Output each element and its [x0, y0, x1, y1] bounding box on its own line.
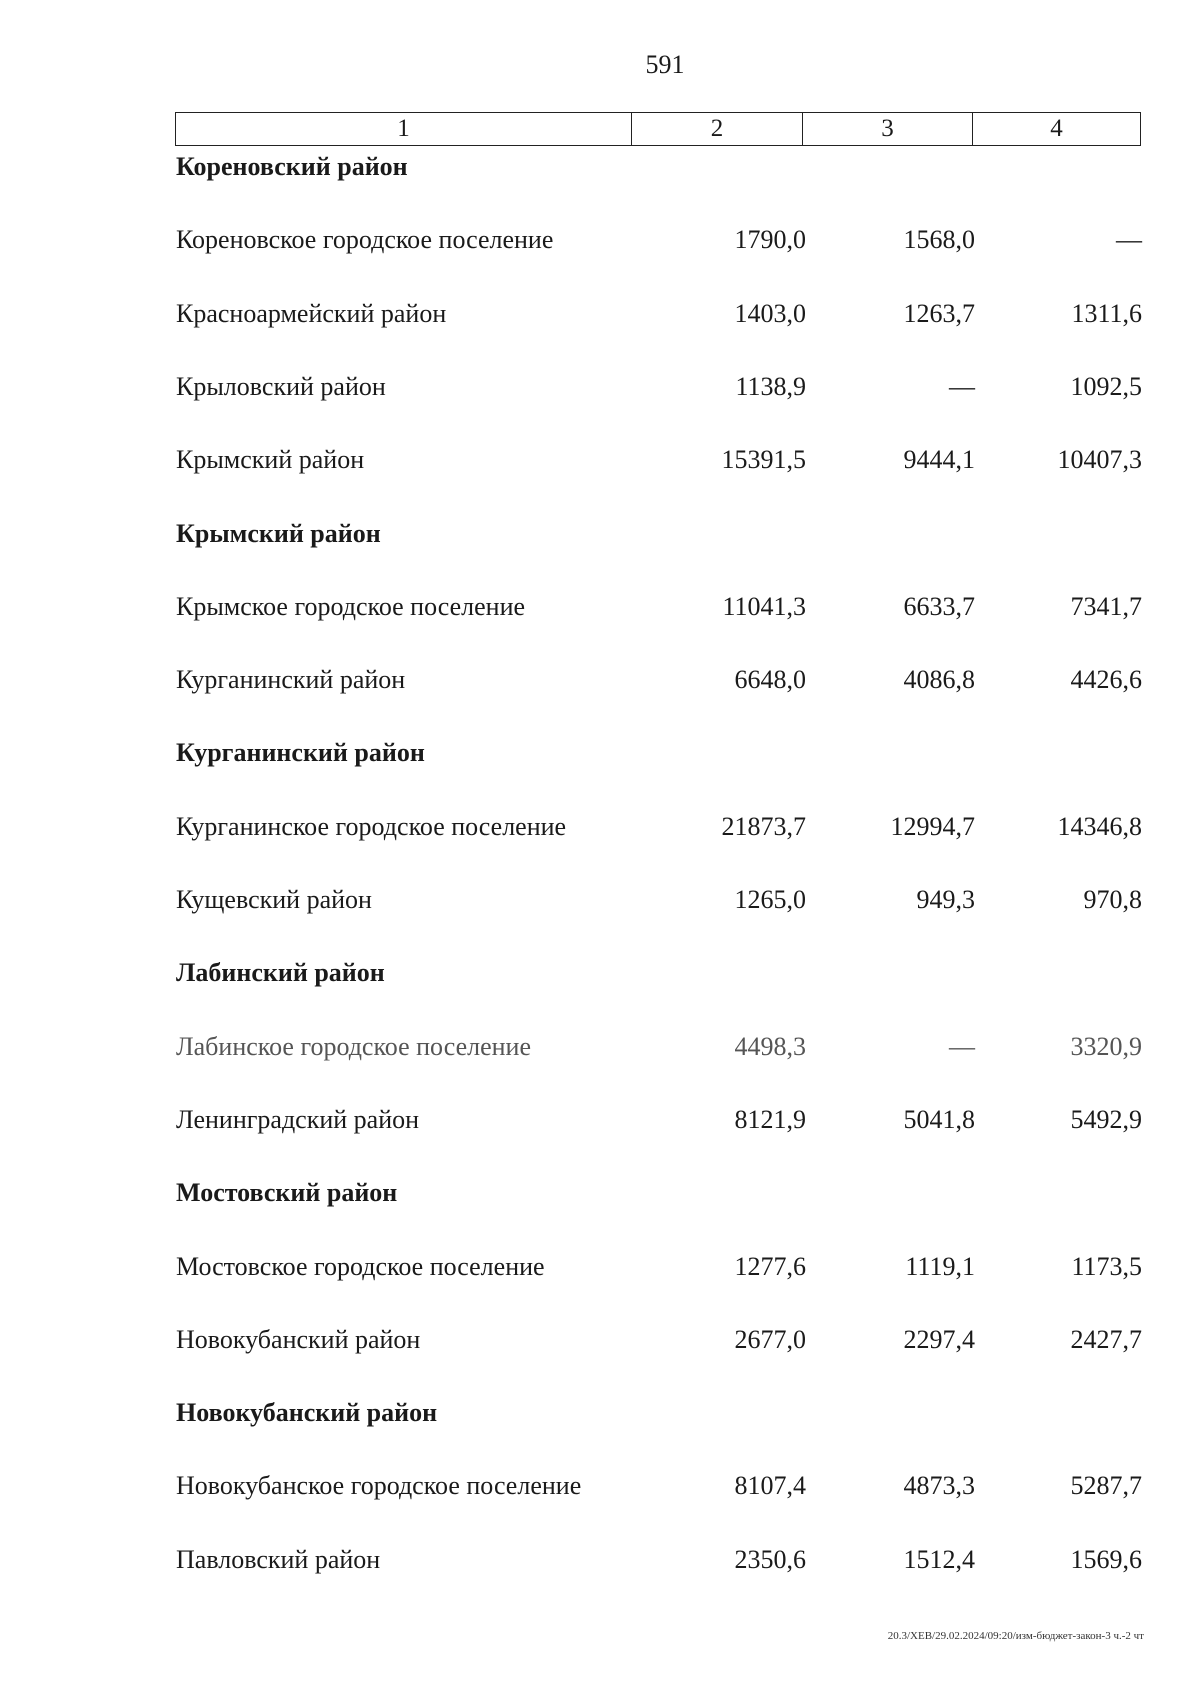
table-row: [176, 443, 1142, 477]
row-value-col-2: 4498,3: [734, 1032, 806, 1061]
row-value-col-3: 2297,4: [903, 1325, 975, 1354]
table-row: [176, 1103, 1142, 1137]
table-row: [176, 1469, 1142, 1503]
district-heading: [176, 1396, 1142, 1430]
header-col-2: 2: [632, 113, 803, 145]
district-heading: [176, 956, 1142, 990]
table-row: [176, 590, 1142, 624]
row-value-col-4: 5287,7: [1070, 1471, 1142, 1500]
district-heading-label: Кореновский район: [176, 152, 408, 181]
row-value-col-2: 15391,5: [721, 445, 806, 474]
row-name: Курганинское городское поселение: [176, 812, 567, 841]
page-number: 591: [645, 50, 685, 79]
row-value-col-3: —: [949, 372, 975, 401]
row-value-col-4: 1311,6: [1071, 299, 1142, 328]
row-value-col-4: 970,8: [1083, 885, 1142, 914]
row-value-col-2: 1403,0: [734, 299, 806, 328]
header-col-4: 4: [1050, 115, 1063, 142]
row-value-col-3: —: [949, 1032, 975, 1061]
district-heading: [176, 517, 1142, 551]
row-value-col-3: 12994,7: [890, 812, 975, 841]
table-row: [176, 1543, 1142, 1577]
row-value-col-4: 5492,9: [1070, 1105, 1142, 1134]
district-heading-label: Лабинский район: [176, 958, 385, 987]
table-row: [176, 1250, 1142, 1284]
header-col-3: 3: [803, 113, 973, 145]
row-value-col-3: 1568,0: [903, 225, 975, 254]
row-value-col-2: 1790,0: [734, 225, 806, 254]
row-value-col-4: 14346,8: [1057, 812, 1142, 841]
row-value-col-2: 1138,9: [735, 372, 806, 401]
table-header: [175, 112, 1141, 146]
table-row: [176, 1323, 1142, 1357]
row-name: Павловский район: [176, 1545, 381, 1574]
row-value-col-2: 21873,7: [721, 812, 806, 841]
row-name: Крымское городское поселение: [176, 592, 526, 621]
row-name: Ленинградский район: [176, 1105, 420, 1134]
table-row: [176, 1030, 1142, 1064]
table-row: [176, 370, 1142, 404]
row-value-col-3: 4086,8: [903, 665, 975, 694]
row-name: Крыловский район: [176, 372, 386, 401]
row-name: Кущевский район: [176, 885, 372, 914]
row-value-col-2: 8121,9: [734, 1105, 806, 1134]
row-value-col-4: 10407,3: [1057, 445, 1142, 474]
row-value-col-4: 3320,9: [1070, 1032, 1142, 1061]
row-value-col-2: 1265,0: [734, 885, 806, 914]
row-name: Новокубанское городское поселение: [176, 1471, 582, 1500]
row-name: Крымский район: [176, 445, 365, 474]
row-name: Кореновское городское поселение: [176, 225, 554, 254]
row-value-col-4: 1092,5: [1070, 372, 1142, 401]
row-value-col-3: 1263,7: [903, 299, 975, 328]
header-col-1: 1: [176, 113, 632, 145]
district-heading: [176, 1176, 1142, 1210]
row-value-col-4: 1569,6: [1070, 1545, 1142, 1574]
table-row: [176, 810, 1142, 844]
table-row: [176, 297, 1142, 331]
row-value-col-2: 8107,4: [734, 1471, 806, 1500]
table-row: [176, 663, 1142, 697]
row-name: Лабинское городское поселение: [176, 1032, 531, 1061]
row-value-col-3: 6633,7: [903, 592, 975, 621]
district-heading: [176, 150, 1142, 184]
row-value-col-3: 1119,1: [905, 1252, 975, 1281]
row-name: Новокубанский район: [176, 1325, 421, 1354]
district-heading: [176, 736, 1142, 770]
row-value-col-4: 7341,7: [1070, 592, 1142, 621]
row-value-col-3: 4873,3: [903, 1471, 975, 1500]
row-value-col-2: 2677,0: [734, 1325, 806, 1354]
row-value-col-4: 2427,7: [1070, 1325, 1142, 1354]
table-row: [176, 223, 1142, 257]
row-value-col-4: 1173,5: [1071, 1252, 1142, 1281]
district-heading-label: Курганинский район: [176, 738, 425, 767]
document-footer-stamp: 20.3/ХЕВ/29.02.2024/09:20/изм-бюджет-закон-3 ч.-2 чт: [887, 1630, 1144, 1642]
district-heading-label: Новокубанский район: [176, 1398, 438, 1427]
row-name: Мостовское городское поселение: [176, 1252, 545, 1281]
row-value-col-2: 6648,0: [734, 665, 806, 694]
district-heading-label: Мостовский район: [176, 1178, 398, 1207]
row-value-col-2: 11041,3: [722, 592, 806, 621]
row-name: Красноармейский район: [176, 299, 447, 328]
row-name: Курганинский район: [176, 665, 406, 694]
district-heading-label: Крымский район: [176, 519, 381, 548]
table-row: [176, 883, 1142, 917]
row-value-col-4: 4426,6: [1070, 665, 1142, 694]
row-value-col-3: 949,3: [916, 885, 975, 914]
row-value-col-2: 2350,6: [734, 1545, 806, 1574]
row-value-col-2: 1277,6: [734, 1252, 806, 1281]
row-value-col-3: 5041,8: [903, 1105, 975, 1134]
row-value-col-4: —: [1116, 225, 1142, 254]
row-value-col-3: 9444,1: [903, 445, 975, 474]
row-value-col-3: 1512,4: [903, 1545, 975, 1574]
